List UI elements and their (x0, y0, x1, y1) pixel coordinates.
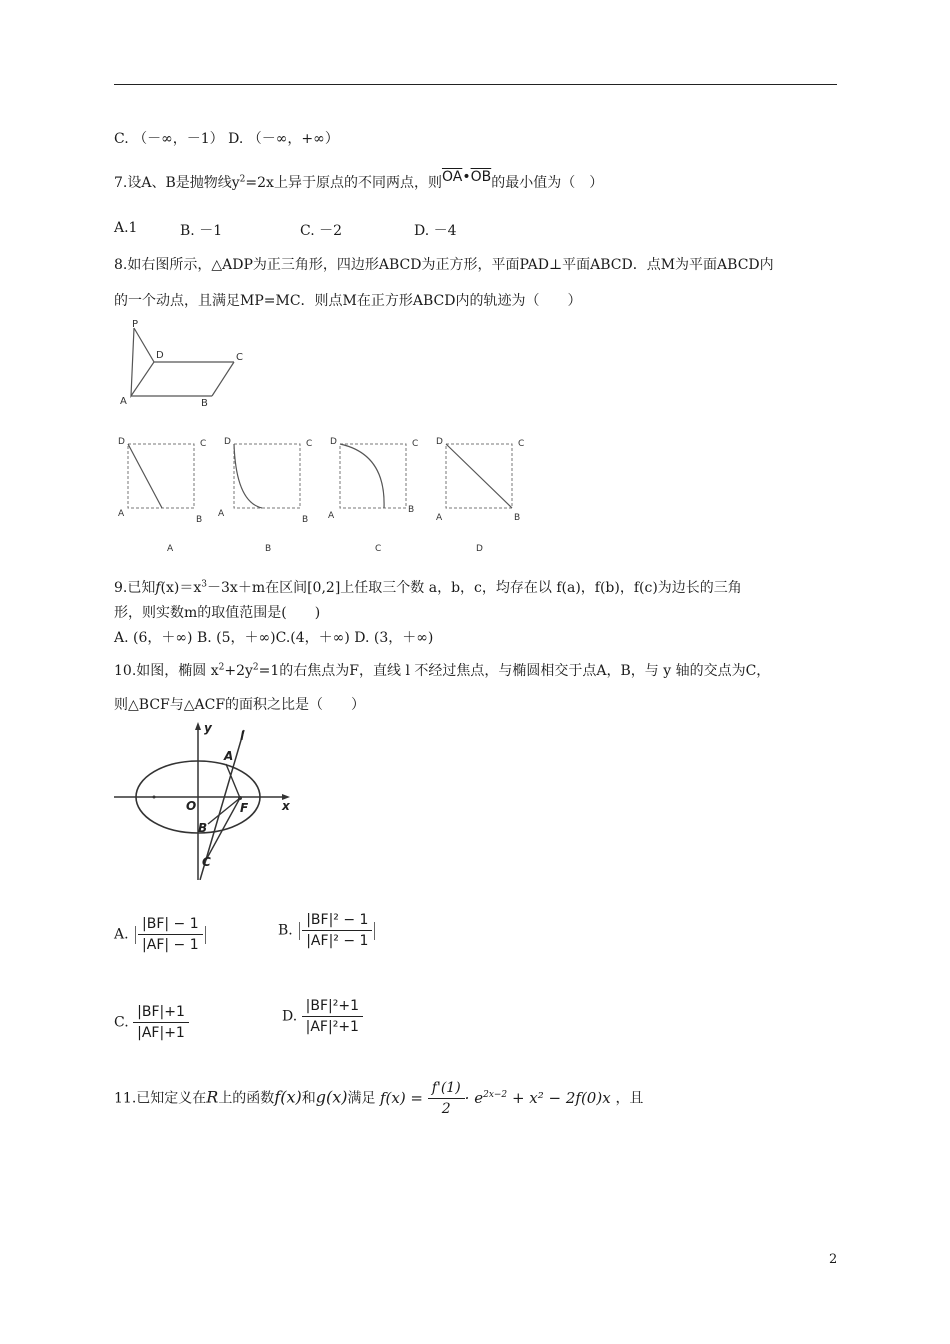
q10-line2: 则△BCF与△ACF的面积之比是（ ） (114, 697, 366, 713)
label-f: F (240, 801, 249, 815)
svg-text:C: C (306, 439, 313, 449)
label-b: B (201, 398, 208, 408)
option-label-d: D (476, 544, 483, 554)
q7-stem: 7.设A、B是抛物线$y^2=2x$上异于原点的不同两点，则$\overline{OA}•\overline{OB}$的最小值为（ ） (114, 169, 604, 191)
label-a: A (224, 749, 234, 763)
svg-text:A: A (218, 509, 225, 519)
svg-text:A: A (328, 511, 335, 521)
q6-options: C. （－∞，－1） D. （－∞，+∞） (114, 131, 339, 147)
q8-line1: 8.如右图所示，△ADP为正三角形，四边形ABCD为正方形，平面PAD⊥平面ABCD．点M为平面ABCD内 (114, 257, 774, 273)
label-d: D (156, 350, 164, 361)
fraction-b: $\frac{\text{|BF|² − 1}}{\text{|AF|² − 1}}$ (302, 912, 372, 949)
pyramid-figure (114, 318, 264, 408)
label-o: O (186, 799, 197, 813)
option-label-c: C (375, 544, 382, 554)
svg-text:A: A (118, 509, 125, 519)
svg-text:B: B (196, 515, 203, 525)
q7-option-b: B. －1 (180, 223, 223, 239)
q7-option-a: A.1 (114, 220, 138, 236)
q9-line1: 9.已知$f(x)=x^3-3x+m$在区间[0,2]上任取三个数 a，b，c，均存在以 f(a)，f(b)，f(c)为边长的三角 (114, 579, 742, 596)
option-label-b: B (265, 544, 272, 554)
svg-text:A: A (436, 513, 443, 523)
svg-text:D: D (118, 437, 125, 447)
fraction-c: $\frac{|BF|+1}{|AF|+1}$ (133, 1004, 189, 1041)
trajectory-d (446, 444, 512, 508)
label-c: C (236, 352, 243, 363)
option-label-a: A (167, 544, 174, 554)
svg-text:D: D (224, 437, 231, 447)
fraction-a: $\frac{|BF| - 1}{|AF| - 1}$ (138, 916, 203, 953)
label-p: P (132, 319, 139, 330)
svg-text:B: B (408, 505, 415, 515)
q7-option-d: D. －4 (414, 223, 457, 239)
q10-option-d: D. $\frac{\text{|BF|²+1}}{\text{|AF|²+1}}$ (282, 998, 363, 1035)
q10-option-b: B. $\frac{\text{|BF|² − 1}}{\text{|AF|² − 1}}$ (278, 912, 377, 949)
trajectory-c (340, 444, 384, 508)
ellipse-figure (114, 720, 294, 880)
q8-option-figures (112, 430, 552, 560)
q10-line1: 10.如图，椭圆 $x^2+2y^2=1$的右焦点为F，直线 l 不经过焦点，与椭圆相交于点A，B，与 y 轴的交点为C， (114, 662, 771, 679)
label-a: A (120, 396, 127, 407)
fraction-d: $\frac{\text{|BF|²+1}}{\text{|AF|²+1}}$ (302, 998, 363, 1035)
trajectory-a (128, 444, 162, 508)
label-x: x (282, 799, 290, 813)
svg-text:D: D (436, 437, 443, 447)
vector-dot-product: $\overline{OA}•\overline{OB}$ (441, 169, 492, 185)
q9-options: A. (6，＋∞) B. (5，＋∞)C.(4，＋∞) D. (3，＋∞) (114, 630, 434, 646)
header-rule (114, 84, 837, 85)
label-y: y (204, 721, 212, 735)
trajectory-b (234, 444, 262, 508)
svg-text:C: C (200, 439, 207, 449)
svg-text:C: C (412, 439, 419, 449)
svg-text:C: C (518, 439, 525, 449)
svg-text:B: B (302, 515, 309, 525)
q11-stem: 11.已知定义在R上的函数f(x)和g(x)满足 f(x) = $\frac{f'(1)}{2}$ · $e^{2x-2} + x^2 - 2f(0)x$ ，且 (114, 1080, 644, 1117)
label-b: B (198, 821, 208, 835)
q9-line2: 形，则实数m的取值范围是( ) (114, 605, 321, 621)
q10-option-a: A. $\frac{|BF| - 1}{|AF| - 1}$ (114, 916, 208, 953)
label-l: l (240, 729, 245, 743)
q10-option-c: C. $\frac{|BF|+1}{|AF|+1}$ (114, 1004, 189, 1041)
svg-text:B: B (514, 513, 521, 523)
svg-text:D: D (330, 437, 337, 447)
q11-equation: f(x) = $\frac{f'(1)}{2}$ · $e^{2x-2} + x^2 - 2f(0)x$ (379, 1080, 611, 1117)
q7-option-c: C. －2 (300, 223, 343, 239)
q8-line2: 的一个动点，且满足MP=MC．则点M在正方形ABCD内的轨迹为（ ） (114, 293, 582, 309)
label-c: C (202, 855, 211, 869)
page-number: 2 (829, 1252, 838, 1267)
